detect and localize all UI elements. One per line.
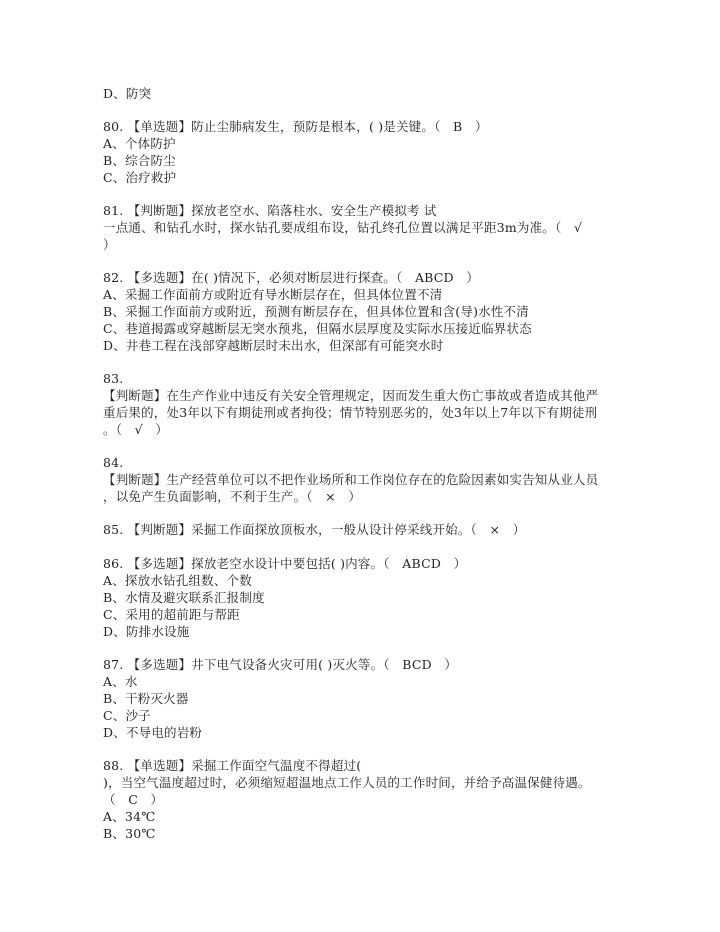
question-83-number: 83. xyxy=(103,371,124,386)
text-line: A、采掘工作面前方或附近有导水断层存在，但具体位置不清 xyxy=(103,287,443,302)
text-line: C、巷道揭露或穿越断层无突水预兆，但隔水层厚度及实际水压接近临界状态 xyxy=(103,321,532,336)
question-87-title: 87. 【多选题】井下电气设备火灾可用( )灭火等。（ BCD ） xyxy=(103,657,458,672)
text-line: D、不导电的岩粉 xyxy=(103,725,203,740)
text-line: D、防排水设施 xyxy=(103,624,190,639)
question-81-title: 81. 【判断题】探放老空水、陷落柱水、安全生产模拟考 试 xyxy=(103,203,437,218)
text-line: D、井巷工程在浅部穿越断层时未出水，但深部有可能突水时 xyxy=(103,338,444,353)
question-88-title: 88. 【单选题】采掘工作面空气温度不得超过( xyxy=(103,758,362,773)
text-line: 。（ √ ） xyxy=(103,422,169,437)
question-86-title: 86. 【多选题】探放老空水设计中要包括( )内容。（ ABCD ） xyxy=(103,556,467,571)
text-line: A、探放水钻孔组数、个数 xyxy=(103,573,252,588)
text-line: A、个体防护 xyxy=(103,136,176,151)
text-line: （ C ） xyxy=(103,792,164,807)
text-line: A、34℃ xyxy=(103,809,156,824)
text-line: 【判断题】生产经营单位可以不把作业场所和工作岗位存在的危险因素如实告知从业人员 xyxy=(103,472,599,487)
question-85-title: 85. 【判断题】采掘工作面探放顶板水，一般从设计停采线开始。（ × ） xyxy=(103,522,526,537)
text-line: 【判断题】在生产作业中违反有关安全管理规定，因而发生重大伤亡事故或者造成其他严 xyxy=(103,388,599,403)
text-line: ，以免产生负面影响，不利于生产。（ × ） xyxy=(103,489,362,504)
question-80-title: 80. 【单选题】防止尘肺病发生，预防是根本，( )是关键。（ B ） xyxy=(103,119,488,134)
text-line: C、采用的超前距与帮距 xyxy=(103,607,240,622)
text-line: C、沙子 xyxy=(103,708,151,723)
text-line: B、干粉灭火器 xyxy=(103,691,189,706)
text-line: D、防突 xyxy=(103,86,152,101)
question-82-title: 82. 【多选题】在( )情况下，必须对断层进行探查。（ ABCD ） xyxy=(103,270,480,285)
question-84-number: 84. xyxy=(103,455,124,470)
text-line: B、综合防尘 xyxy=(103,153,176,168)
text-line: )，当空气温度超过时，必须缩短超温地点工作人员的工作时间，并给予高温保健待遇。 xyxy=(103,775,591,790)
text-line: A、水 xyxy=(103,674,138,689)
text-line: 一点通、和钻孔水时，探水钻孔要成组布设，钻孔终孔位置以满足平距3m为准。（ √ xyxy=(103,220,583,235)
text-line: ） xyxy=(103,237,116,252)
text-line: B、30℃ xyxy=(103,826,156,841)
text-line: 重后果的，处3年以下有期徒刑或者拘役；情节特别恶劣的，处3年以上7年以下有期徒刑 xyxy=(103,405,598,420)
text-line: B、采掘工作面前方或附近，预测有断层存在，但具体位置和含(导)水性不清 xyxy=(103,304,529,319)
text-line: B、水情及避灾联系汇报制度 xyxy=(103,590,265,605)
text-line: C、治疗救护 xyxy=(103,170,177,185)
